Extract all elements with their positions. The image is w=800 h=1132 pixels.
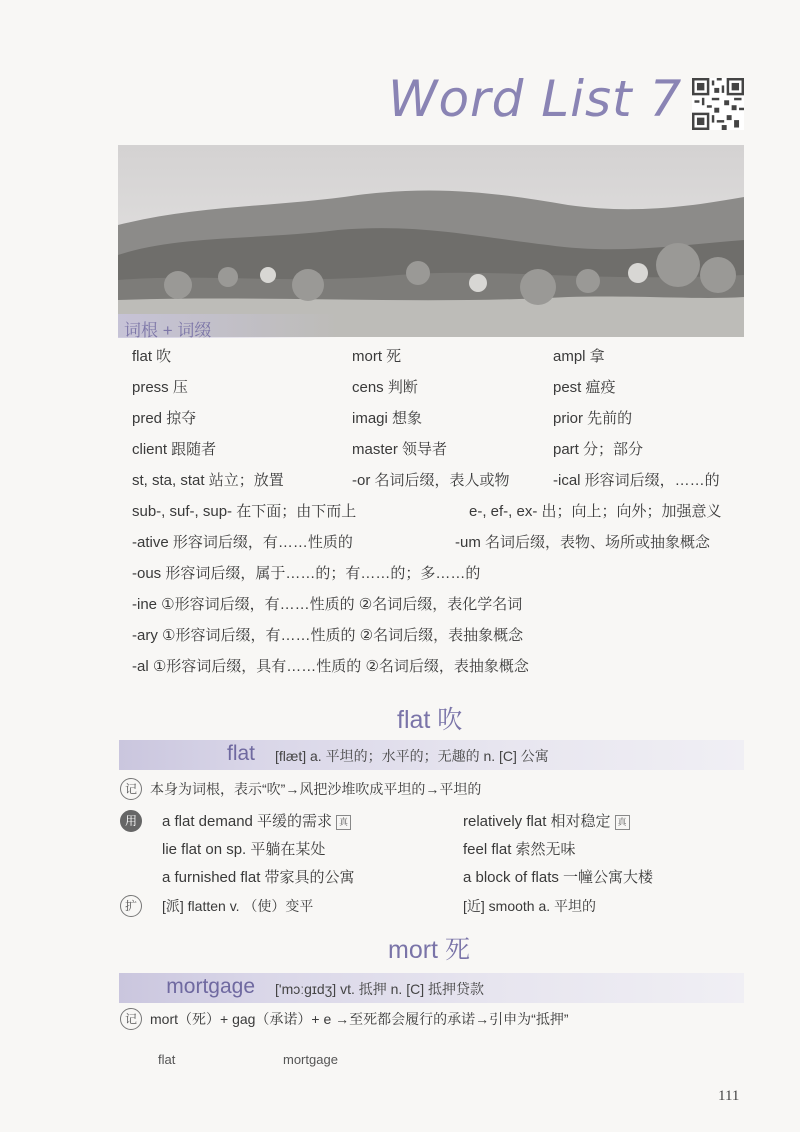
- roots-affixes-label: 词根 + 词缀: [118, 314, 338, 338]
- usage-item: a furnished flat 带家具的公寓: [162, 869, 355, 886]
- usage-item: feel flat 索然无味: [463, 841, 576, 858]
- list-item: -al ①形容词后缀，具有……性质的 ②名词后缀，表抽象概念: [132, 658, 529, 675]
- definition: ['mɔːɡɪdʒ] vt. 抵押 n. [C] 抵押贷款: [275, 981, 484, 997]
- footer-word: mortgage: [283, 1052, 338, 1067]
- list-item: -ine ①形容词后缀，有……性质的 ②名词后缀，表化学名词: [132, 596, 523, 613]
- exam-tag-icon: 真: [615, 815, 630, 830]
- definition: [flæt] a. 平坦的；水平的；无趣的 n. [C] 公寓: [275, 748, 549, 764]
- page-title: Word List 7: [388, 70, 683, 128]
- entry-bar-flat: [119, 740, 744, 770]
- roots-list: [132, 343, 752, 684]
- entry-bar-mortgage: [119, 973, 744, 1003]
- qr-code-icon: [692, 78, 744, 130]
- footer-word: flat: [158, 1052, 176, 1067]
- derivative: [派] flatten v. （使）变平: [162, 898, 314, 914]
- memo-text: 本身为词根，表示“吹”→风把沙堆吹成平坦的→平坦的: [150, 781, 482, 797]
- headword: flat: [226, 742, 255, 765]
- list-item: pred 掠夺 imagi 想象 prior 先前的: [132, 410, 633, 427]
- synonym: [近] smooth a. 平坦的: [463, 898, 597, 914]
- usage-item: lie flat on sp. 平躺在某处: [162, 841, 326, 858]
- usage-item: a block of flats 一幢公寓大楼: [463, 869, 654, 886]
- page-number: 111: [718, 1088, 740, 1104]
- usage-item: relatively flat 相对稳定 真: [463, 810, 630, 831]
- list-item: sub-, suf-, sup- 在下面；由下而上 e-, ef-, ex- 出；向上；向外；加强意义: [132, 503, 722, 520]
- section-heading-mort: mort 死: [388, 936, 470, 964]
- list-item: flat 吹 mort 死 ampl 拿: [132, 348, 605, 365]
- usage-item: a flat demand 平缓的需求 真: [162, 810, 351, 831]
- memo-icon: 记: [120, 1008, 142, 1030]
- list-item: -ous 形容词后缀，属于……的；有……的；多……的: [132, 565, 481, 582]
- list-item: -ary ①形容词后缀，有……性质的 ②名词后缀，表抽象概念: [132, 627, 524, 644]
- list-item: client 跟随者 master 领导者 part 分；部分: [132, 441, 644, 458]
- landscape-photo: [118, 145, 744, 337]
- list-item: -ative 形容词后缀，有……性质的 -um 名词后缀，表物、场所或抽象概念: [132, 534, 711, 551]
- exam-tag-icon: 真: [336, 815, 351, 830]
- usage-icon: 用: [120, 810, 142, 832]
- memo-text: mort（死）+ gag（承诺）+ e →至死都会履行的承诺→引申为“抵押”: [150, 1011, 569, 1027]
- extend-icon: 扩: [120, 895, 142, 917]
- headword: mortgage: [166, 975, 255, 998]
- memo-icon: 记: [120, 778, 142, 800]
- section-heading-flat: flat 吹: [397, 706, 463, 734]
- list-item: press 压 cens 判断 pest 瘟疫: [132, 379, 616, 396]
- list-item: st, sta, stat 站立；放置 -or 名词后缀，表人或物 -ical 形容词后缀，……的: [132, 472, 720, 489]
